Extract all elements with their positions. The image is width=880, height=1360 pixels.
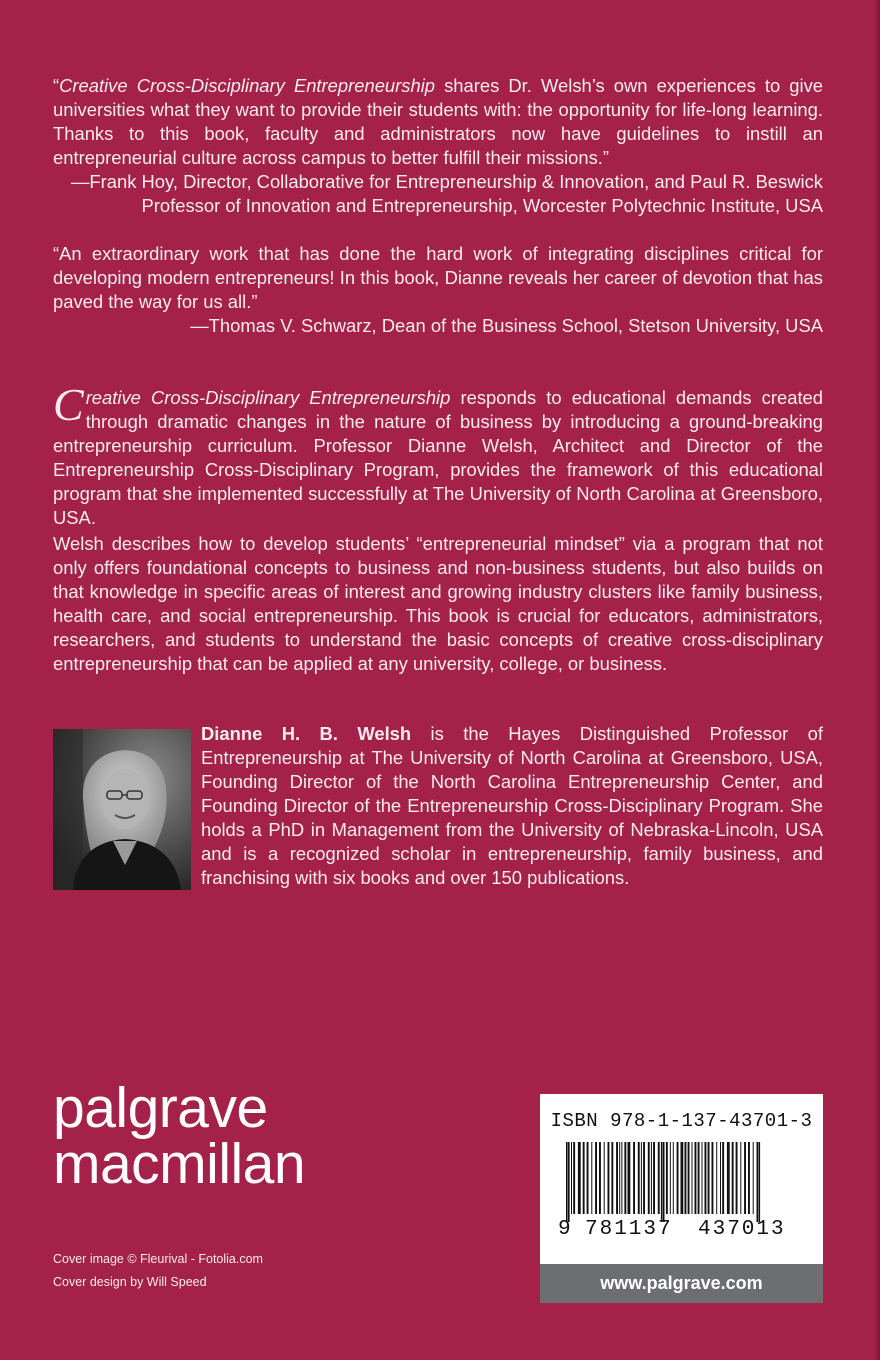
endorsement-quote-2 xyxy=(53,242,823,338)
spine-edge xyxy=(874,0,880,1360)
description-text-2: Welsh describes how to develop students’ “entrepreneurial mindset” via a program that not only offers foundational concepts to business and non-business students, but also builds on that knowledge in specific areas of interest and growing industry clusters like family business, health care, and social entrepreneurship. This book is crucial for educators, administrators, researchers, and students to understand the basic concepts of creative cross-disciplinary entrepreneurship that can be applied at any university, college, or business. xyxy=(53,533,823,674)
description-paragraph-2 xyxy=(53,532,823,676)
barcode-group-1: 781137 xyxy=(585,1218,673,1241)
cover-design-credit: Cover design by Will Speed xyxy=(53,1275,207,1289)
logo-line-1: palgrave xyxy=(53,1076,268,1140)
author-name: Dianne H. B. Welsh xyxy=(201,723,412,744)
drop-cap: C xyxy=(53,379,84,430)
barcode-lead-digit: 9 xyxy=(558,1218,571,1241)
description-text-1: responds to educational demands created through dramatic changes in the nature of business by introducing a ground-breaking entrepreneurship curriculum. Professor Dianne Welsh, Architect and Director of the Entrepreneurship Cross-Disciplinary Program, provides the framework of this educational program that she implemented successfully at The University of North Carolina at Greensboro, USA. xyxy=(53,387,824,528)
quote-1-attribution-line-1: —Frank Hoy, Director, Collaborative for Entrepreneurship & Innovation, and Paul R. Beswick xyxy=(71,171,823,192)
endorsement-quote-1 xyxy=(53,74,823,218)
description-book-title: reative Cross-Disciplinary Entrepreneurship xyxy=(85,387,451,408)
quote-1-book-title: Creative Cross-Disciplinary Entrepreneurship xyxy=(59,75,436,96)
quote-2-attribution: —Thomas V. Schwarz, Dean of the Business School, Stetson University, USA xyxy=(190,315,823,336)
cover-credits xyxy=(53,1248,263,1294)
logo-line-2: macmillan xyxy=(53,1132,306,1196)
barcode-group-2: 437013 xyxy=(698,1218,786,1241)
quote-1-attribution-line-2: Professor of Innovation and Entrepreneurship, Worcester Polytechnic Institute, USA xyxy=(141,195,823,216)
publisher-url[interactable]: www.palgrave.com xyxy=(540,1264,823,1303)
isbn-number: ISBN 978-1-137-43701-3 xyxy=(550,1110,813,1132)
author-photo xyxy=(53,729,191,890)
isbn-barcode-box xyxy=(540,1094,823,1303)
quote-1-text: “Creative Cross-Disciplinary Entrepreneurship shares Dr. Welsh’s own experiences to give universities what they want to provide their students with: the opportunity for life-long learning. Thanks to this book, faculty and administrators now have guidelines to instill an entrepreneurial culture across campus to better fulfill their missions.” xyxy=(53,75,824,168)
author-bio xyxy=(201,722,823,890)
publisher-logo xyxy=(53,1076,306,1196)
description-paragraph-1 xyxy=(53,379,824,530)
quote-2-text: “An extraordinary work that has done the hard work of integrating disciplines critical for developing modern entrepreneurs! In this book, Dianne reveals her career of devotion that has paved the way for us all.” xyxy=(53,243,823,312)
barcode-bars xyxy=(552,1142,811,1222)
cover-image-credit: Cover image © Fleurival - Fotolia.com xyxy=(53,1252,263,1266)
author-bio-text: is the Hayes Distinguished Professor of Entrepreneurship at The University of North Carolina at Greensboro, USA, Founding Director of the North Carolina Entrepreneurship Center, and Founding Director of the Entrepreneurship Cross-Disciplinary Program. She holds a PhD in Management from the University of Nebraska-Lincoln, USA and is a recognized scholar in entrepreneurship, family business, and franchising with six books and over 150 publications. xyxy=(201,723,823,888)
